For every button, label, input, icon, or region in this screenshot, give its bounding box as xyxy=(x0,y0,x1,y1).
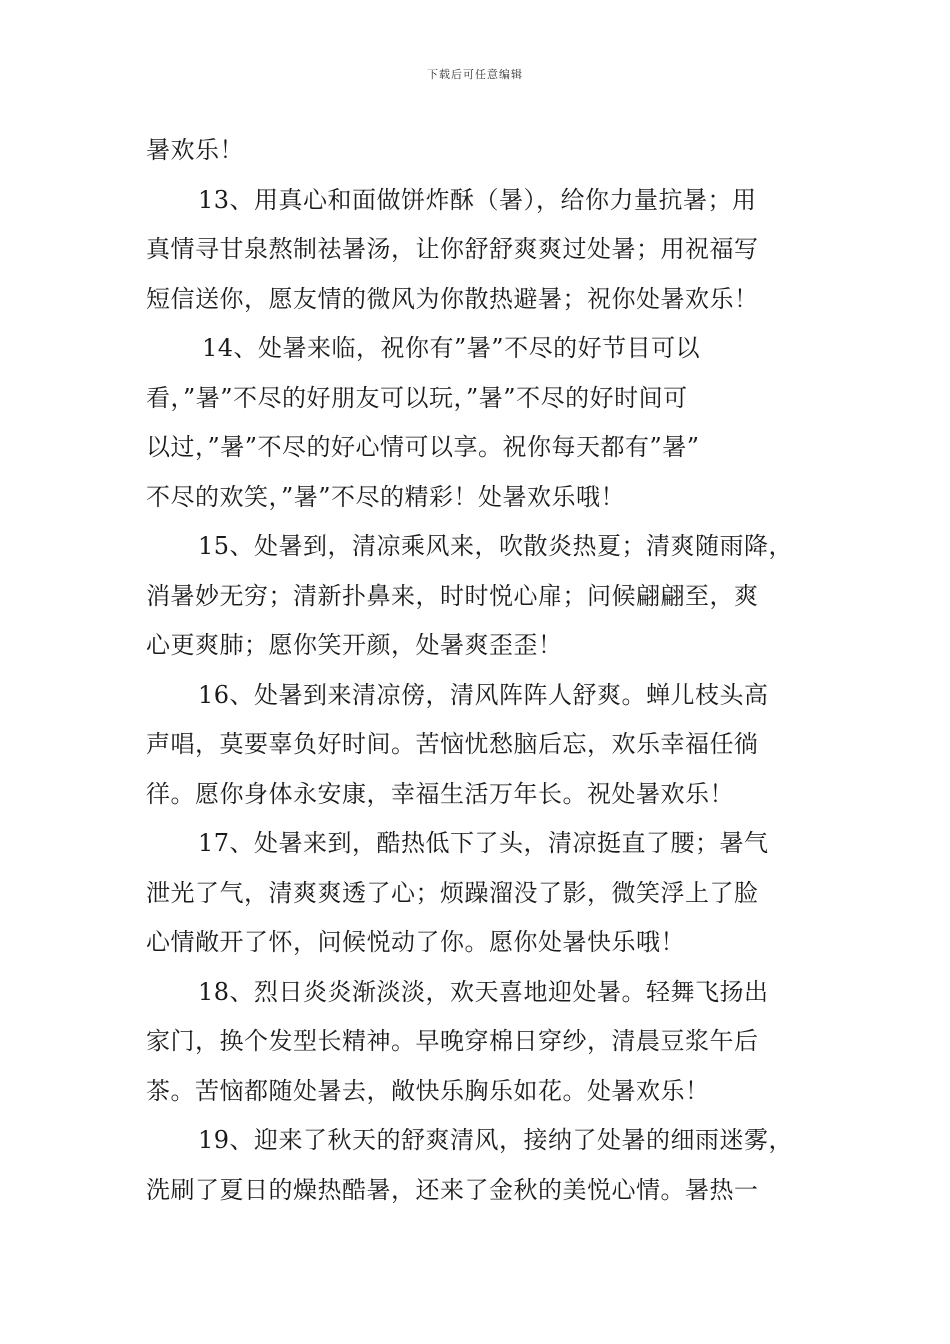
paragraph-line: 短信送你，愿友情的微风为你散热避暑；祝你处暑欢乐！ xyxy=(146,284,759,313)
paragraph-line: 不尽的欢笑，”暑”不尽的精彩！处暑欢乐哦！ xyxy=(146,482,626,511)
paragraph-line: 18、烈日炎炎渐淡淡，欢天喜地迎处暑。轻舞飞扬出 xyxy=(198,977,769,1006)
paragraph-line: 家门，换个发型长精神。早晚穿棉日穿纱，清晨豆浆午后 xyxy=(146,1027,759,1055)
page-header: 下载后可任意编辑 xyxy=(427,68,523,81)
paragraph-line: 暑欢乐！ xyxy=(146,136,244,164)
paragraph-line: 洗刷了夏日的燥热酷暑，还来了金秋的美悦心情。暑热一 xyxy=(146,1175,759,1204)
paragraph-line: 声唱，莫要辜负好时间。苦恼忧愁脑后忘，欢乐幸福任徜 xyxy=(146,730,759,758)
paragraph-line: 以过，”暑”不尽的好心情可以享。祝你每天都有”暑” xyxy=(146,433,700,461)
paragraph-line: 心更爽肺；愿你笑开颜，处暑爽歪歪！ xyxy=(146,631,563,659)
paragraph-line: 19、迎来了秋天的舒爽清风，接纳了处暑的细雨迷雾， xyxy=(198,1126,794,1154)
document-body xyxy=(146,126,826,1215)
paragraph-line: 徉。愿你身体永安康，幸福生活万年长。祝处暑欢乐！ xyxy=(146,779,734,808)
paragraph-line: 17、处暑来到，酷热低下了头，清凉挺直了腰；暑气 xyxy=(198,829,769,857)
paragraph-line: 看，”暑”不尽的好朋友可以玩，”暑”不尽的好时间可 xyxy=(146,383,688,412)
paragraph-line: 消暑妙无穷；清新扑鼻来，时时悦心扉；问候翩翩至，爽 xyxy=(146,581,759,610)
paragraph-line: 16、处暑到来清凉傍，清风阵阵人舒爽。蝉儿枝头高 xyxy=(198,680,769,709)
paragraph-line: 14、处暑来临，祝你有”暑”不尽的好节目可以 xyxy=(202,334,701,362)
paragraph-line: 13、用真心和面做饼炸酥（暑），给你力量抗暑；用 xyxy=(198,185,757,214)
paragraph-line: 15、处暑到，清凉乘风来，吹散炎热夏；清爽随雨降， xyxy=(198,532,794,560)
paragraph-line: 心情敞开了怀，问候悦动了你。愿你处暑快乐哦！ xyxy=(146,928,685,956)
paragraph-line: 真情寻甘泉熬制祛暑汤，让你舒舒爽爽过处暑；用祝福写 xyxy=(146,235,759,263)
paragraph-line: 茶。苦恼都随处暑去，敞快乐胸乐如花。处暑欢乐！ xyxy=(146,1076,710,1105)
paragraph-line: 泄光了气，清爽爽透了心；烦躁溜没了影，微笑浮上了脸 xyxy=(146,878,759,907)
